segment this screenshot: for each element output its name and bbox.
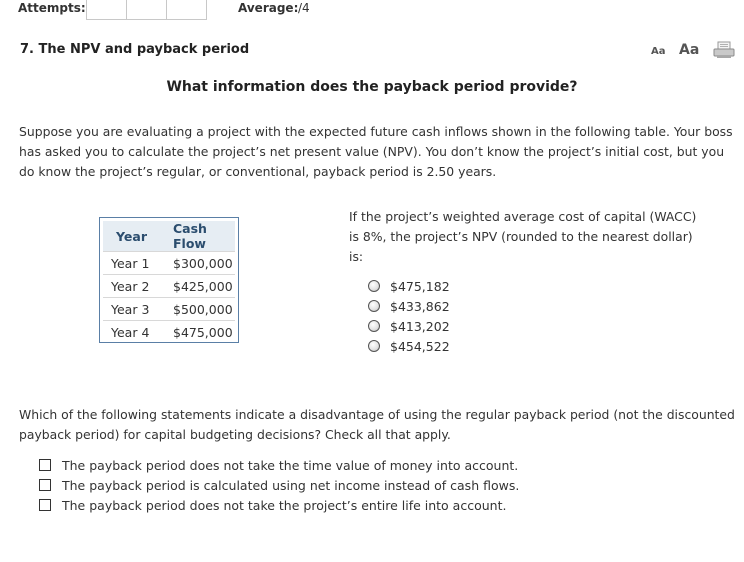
font-size-small-button[interactable]: Aa	[651, 46, 666, 57]
column-header-cash-flow: Cash Flow	[167, 221, 235, 252]
npv-question-text: If the project’s weighted average cost of capital (WACC) is 8%, the project’s NPV (rounded to the nearest dollar) is:	[349, 209, 697, 264]
radio-button[interactable]	[368, 300, 380, 312]
payback-option[interactable]	[39, 455, 518, 475]
table-row	[103, 252, 235, 275]
payback-option[interactable]	[39, 495, 506, 515]
cash-flow-cell: $475,000	[167, 321, 235, 344]
average-value: /4	[298, 1, 310, 15]
attempt-box-1	[86, 0, 127, 20]
payback-question-text: Which of the following statements indicate a disadvantage of using the regular payback period (not the discounted payback period) for capital budgeting decisions? Check all that apply.	[19, 407, 735, 442]
npv-option-label[interactable]: $413,202	[390, 318, 450, 334]
printer-icon[interactable]	[713, 41, 735, 59]
radio-button[interactable]	[368, 340, 380, 352]
npv-option-label[interactable]: $454,522	[390, 338, 450, 354]
cash-flow-table-container	[99, 217, 239, 343]
table-header-row	[103, 221, 235, 252]
cash-flow-cell: $425,000	[167, 275, 235, 298]
cash-flow-cell: $500,000	[167, 298, 235, 321]
payback-option-label[interactable]: The payback period is calculated using net income instead of cash flows.	[62, 477, 520, 493]
checkbox[interactable]	[39, 479, 51, 491]
column-header-year: Year	[103, 221, 167, 252]
year-cell: Year 1	[103, 252, 167, 275]
year-cell: Year 4	[103, 321, 167, 344]
attempts-label: Attempts:	[18, 1, 86, 15]
attempt-box-3	[166, 0, 207, 20]
npv-option[interactable]	[368, 296, 450, 316]
radio-button[interactable]	[368, 320, 380, 332]
year-cell: Year 3	[103, 298, 167, 321]
payback-option-label[interactable]: The payback period does not take the time value of money into account.	[62, 457, 519, 473]
table-row	[103, 275, 235, 298]
table-row	[103, 321, 235, 344]
cash-flow-cell: $300,000	[167, 252, 235, 275]
payback-option-label[interactable]: The payback period does not take the project’s entire life into account.	[62, 497, 507, 513]
npv-option[interactable]	[368, 316, 450, 336]
npv-option[interactable]	[368, 276, 450, 296]
checkbox[interactable]	[39, 499, 51, 511]
section-heading: What information does the payback period provide?	[166, 79, 578, 95]
npv-option-label[interactable]: $475,182	[390, 278, 450, 294]
cash-flow-table	[103, 221, 235, 343]
npv-option-label[interactable]: $433,862	[390, 298, 450, 314]
npv-option[interactable]	[368, 336, 450, 356]
checkbox[interactable]	[39, 459, 51, 471]
radio-button[interactable]	[368, 280, 380, 292]
intro-paragraph: Suppose you are evaluating a project with the expected future cash inflows shown in the following table. Your boss has asked you to calculate the project’s net present value (NPV). You don’t know the project’s initial cost, but you do know the project’s regular, or conventional, payback period is 2.50 years.	[19, 124, 733, 179]
payback-option[interactable]	[39, 475, 519, 495]
attempt-box-2	[126, 0, 167, 20]
font-size-large-button[interactable]: Aa	[679, 42, 700, 58]
question-title: 7. The NPV and payback period	[20, 42, 250, 57]
attempt-indicators	[86, 0, 206, 20]
year-cell: Year 2	[103, 275, 167, 298]
table-row	[103, 298, 235, 321]
average-label: Average:	[238, 1, 299, 15]
